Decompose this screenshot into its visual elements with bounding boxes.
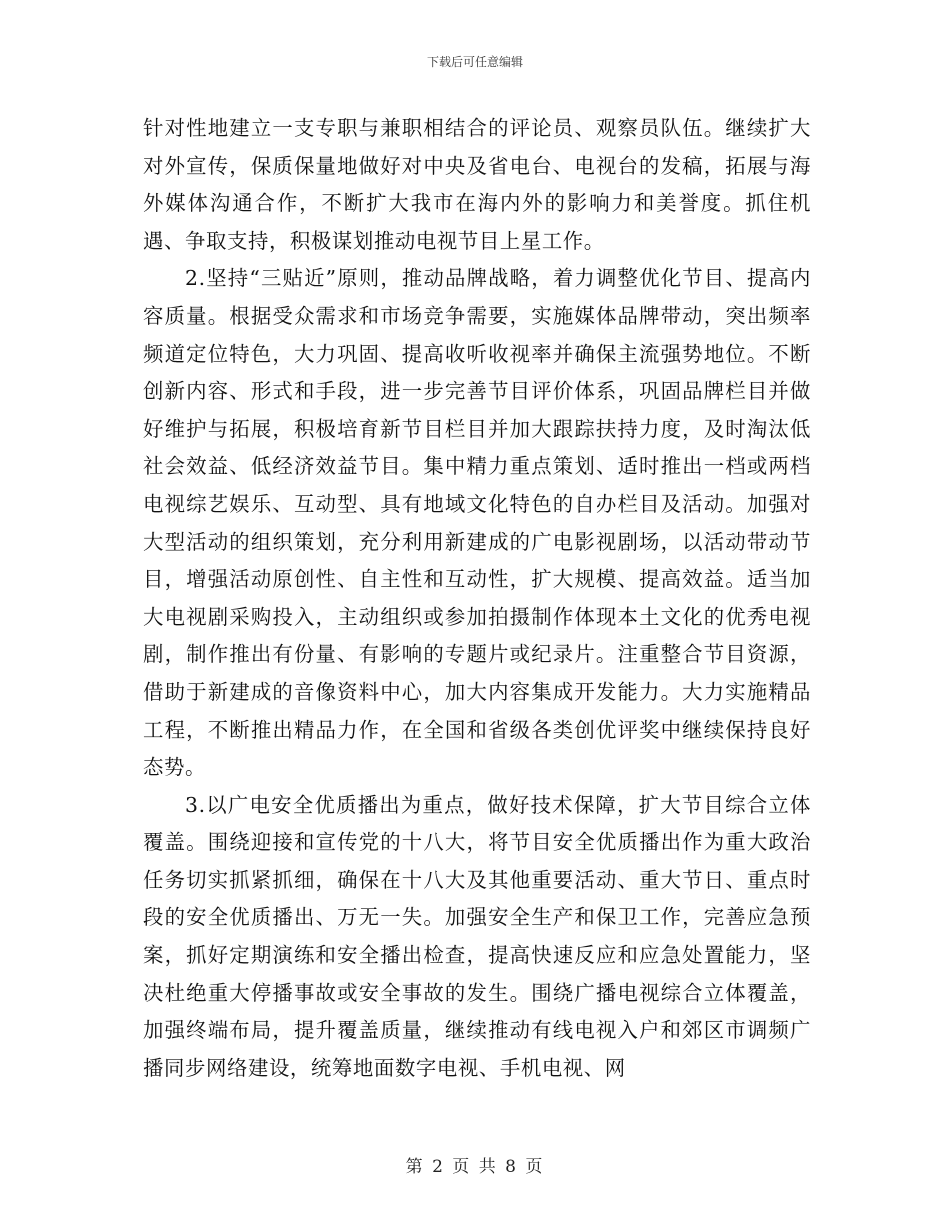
document-body: [143, 110, 811, 1087]
page-number: 第 2 页 共 8 页: [405, 1157, 545, 1177]
paragraph-item-2: 2.坚持“三贴近”原则，推动品牌战略，着力调整优化节目、提高内容质量。根据受众需求和市场竞争需要，实施媒体品牌带动，突出频率频道定位特色，大力巩固、提高收听收视率并确保主流强势地位。不断创新内容、形式和手段，进一步完善节目评价体系，巩固品牌栏目并做好维护与拓展，积极培育新节目栏目并加大跟踪扶持力度，及时淘汰低社会效益、低经济效益节目。集中精力重点策划、适时推出一档或两档电视综艺娱乐、互动型、具有地域文化特色的自办栏目及活动。加强对大型活动的组织策划，充分利用新建成的广电影视剧场，以活动带动节目，增强活动原创性、自主性和互动性，扩大规模、提高效益。适当加大电视剧采购投入，主动组织或参加拍摄制作体现本土文化的优秀电视剧，制作推出有份量、有影响的专题片或纪录片。注重整合节目资源，借助于新建成的音像资料中心，加大内容集成开发能力。大力实施精品工程，不断推出精品力作，在全国和省级各类创优评奖中继续保持良好态势。: [143, 266, 811, 780]
paragraph-continuation: 针对性地建立一支专职与兼职相结合的评论员、观察员队伍。继续扩大对外宣传，保质保量地做好对中央及省电台、电视台的发稿，拓展与海外媒体沟通合作，不断扩大我市在海内外的影响力和美誉度。抓住机遇、争取支持，积极谋划推动电视节目上星工作。: [143, 116, 811, 253]
paragraph-item-3: 3.以广电安全优质播出为重点，做好技术保障，扩大节目综合立体覆盖。围绕迎接和宣传党的十八大，将节目安全优质播出作为重大政治任务切实抓紧抓细，确保在十八大及其他重要活动、重大节日、重点时段的安全优质播出、万无一失。加强安全生产和保卫工作，完善应急预案，抓好定期演练和安全播出检查，提高快速反应和应急处置能力，坚决杜绝重大停播事故或安全事故的发生。围绕广播电视综合立体覆盖，加强终端布局，提升覆盖质量，继续推动有线电视入户和郊区市调频广播同步网络建设，统筹地面数字电视、手机电视、网: [143, 792, 811, 1080]
page-header: 下载后可任意编辑: [426, 55, 523, 69]
